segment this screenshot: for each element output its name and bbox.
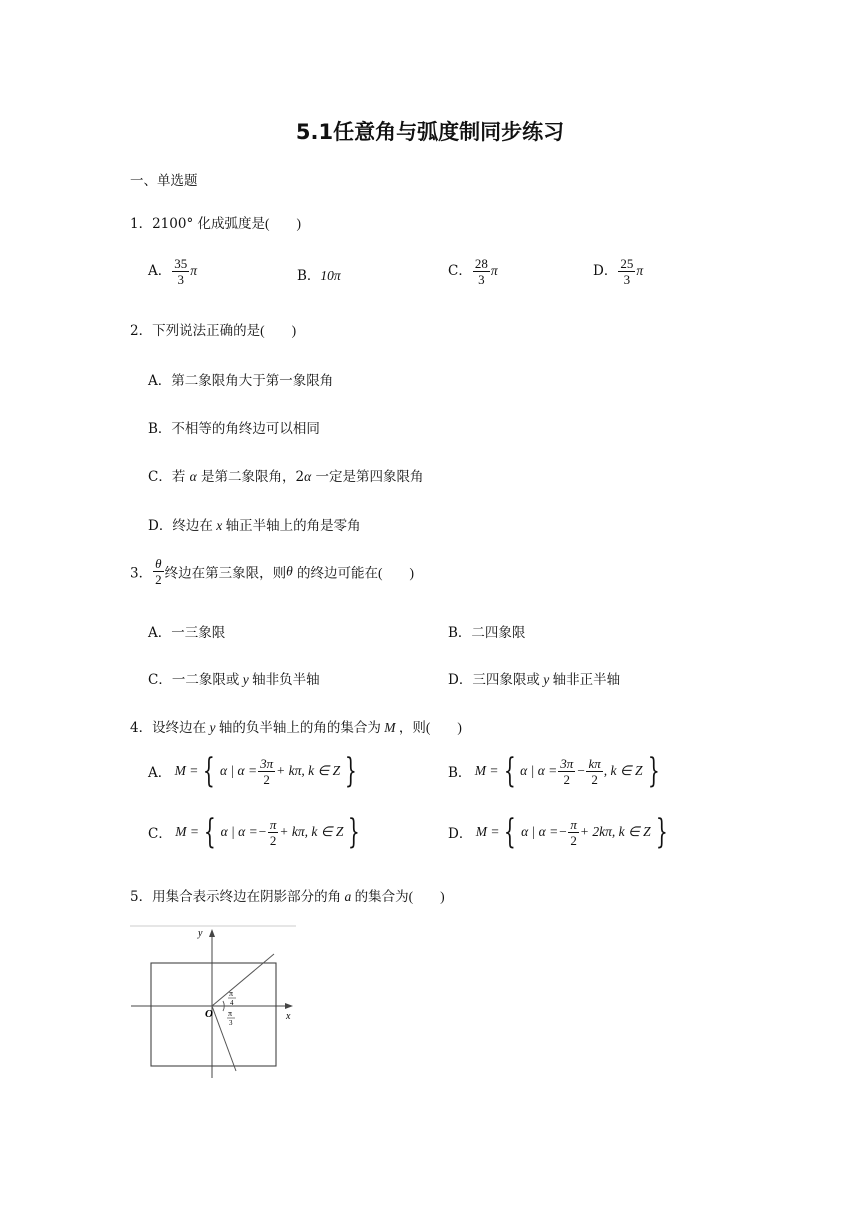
lower-angle-num: π [228, 1009, 233, 1018]
option-b: B． M = { α | α = $\frac{3\pi}{2}$ − $\frac{k\pi}{2}$ , k ∈ Z } [448, 751, 660, 791]
answer-blank: ( ) [408, 889, 445, 904]
option-c: C． $\frac{28}{3}$ π [448, 256, 498, 287]
terminal-ray-upper [212, 954, 274, 1006]
option-d: D．终边在 x 轴正半轴上的角是零角 [148, 518, 361, 534]
question-text: 2100° 化成弧度是 [152, 216, 265, 232]
option-a: A． M = { α | α = $\frac{3\pi}{2}$ + kπ, k ∈ Z } [148, 751, 357, 791]
question-4: 4．设终边在 y 轴的负半轴上的角的集合为 M ，则( ) [130, 720, 462, 736]
answer-blank: ( ) [265, 216, 301, 231]
upper-angle-den: 4 [230, 999, 234, 1007]
question-number: 2． [130, 323, 153, 339]
question-number: 1． [130, 216, 153, 232]
y-axis-label: y [198, 928, 203, 939]
option-d: D．三四象限或 y 轴非正半轴 [448, 672, 621, 688]
question-text: 下列说法正确的是 [152, 323, 261, 339]
terminal-ray-lower [212, 1006, 236, 1071]
answer-blank: ( ) [260, 323, 297, 338]
option-a: A．第二象限角大于第一象限角 [148, 373, 334, 389]
question-3: 3． $\frac{\theta}{2}$ 终边在第三象限，则θ 的终边可能在( ) [130, 556, 415, 587]
fraction: $\frac{\theta}{2}$ [155, 556, 162, 587]
question-number: 4． [130, 720, 153, 736]
origin-label: O [205, 1008, 213, 1020]
question-1 [130, 212, 301, 232]
option-c: C．一二象限或 y 轴非负半轴 [148, 672, 320, 688]
option-b: B．10π [297, 268, 341, 284]
page-title: 5.1任意角与弧度制同步练习 [295, 120, 565, 144]
y-axis-arrow [209, 929, 215, 937]
upper-angle-num: π [229, 989, 234, 998]
square-frame [151, 963, 276, 1066]
x-axis-label: x [286, 1011, 291, 1022]
question-5: 5．用集合表示终边在阴影部分的角 a 的集合为( ) [130, 889, 445, 905]
angle-diagram [126, 924, 301, 1084]
x-axis-arrow [285, 1003, 293, 1009]
option-a: A．一三象限 [148, 625, 226, 641]
answer-blank: ( ) [378, 565, 415, 581]
fraction: $\frac{28}{3}$ [474, 256, 488, 287]
option-b: B．不相等的角终边可以相同 [148, 421, 320, 437]
question-2 [130, 319, 296, 339]
question-number: 3． [130, 565, 153, 582]
option-c: C．若 α 是第二象限角，2α 一定是第四象限角 [148, 469, 424, 485]
option-a: A． $\frac{35}{3}$ π [148, 256, 198, 287]
option-c: C． M = { α | α =− $\frac{\pi}{2}$ + kπ, k ∈ Z } [148, 812, 361, 852]
answer-blank: ( ) [425, 720, 462, 735]
section-heading: 一、单选题 [130, 173, 198, 189]
fraction: $\frac{35}{3}$ [174, 256, 188, 287]
option-d: D． $\frac{25}{3}$ π [593, 256, 644, 287]
fraction: $\frac{25}{3}$ [620, 256, 634, 287]
question-number: 5． [130, 889, 153, 905]
option-d: D． M = { α | α =− $\frac{\pi}{2}$ + 2kπ, k ∈ Z } [448, 812, 668, 852]
lower-angle-den: 3 [229, 1019, 233, 1027]
option-b: B．二四象限 [448, 625, 526, 641]
